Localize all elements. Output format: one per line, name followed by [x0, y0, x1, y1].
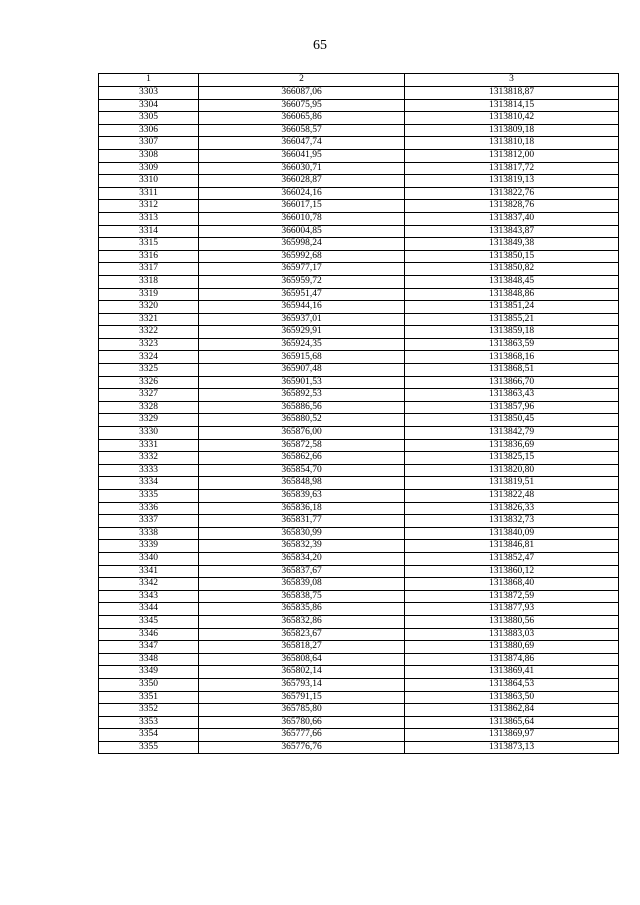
x-coordinate-cell: 365802,14 — [199, 666, 405, 679]
x-coordinate-cell: 365776,76 — [199, 741, 405, 754]
x-coordinate-cell: 365835,86 — [199, 603, 405, 616]
point-number-cell: 3326 — [99, 376, 199, 389]
y-coordinate-cell: 1313859,18 — [405, 326, 619, 339]
table-row — [99, 338, 619, 351]
table-row — [99, 615, 619, 628]
x-coordinate-cell: 365901,53 — [199, 376, 405, 389]
y-coordinate-cell: 1313860,12 — [405, 565, 619, 578]
point-number-cell: 3321 — [99, 313, 199, 326]
table-row — [99, 490, 619, 503]
table-row — [99, 540, 619, 553]
y-coordinate-cell: 1313819,13 — [405, 175, 619, 188]
x-coordinate-cell: 366010,78 — [199, 212, 405, 225]
x-coordinate-cell: 365992,68 — [199, 250, 405, 263]
x-coordinate-cell: 366004,85 — [199, 225, 405, 238]
table-row — [99, 326, 619, 339]
table-row — [99, 187, 619, 200]
point-number-cell: 3310 — [99, 175, 199, 188]
table-header — [99, 74, 619, 87]
table-body — [99, 87, 619, 754]
y-coordinate-cell: 1313850,82 — [405, 263, 619, 276]
table-row — [99, 149, 619, 162]
point-number-cell: 3342 — [99, 578, 199, 591]
x-coordinate-cell: 366028,87 — [199, 175, 405, 188]
table-row — [99, 452, 619, 465]
page-number: 65 — [313, 38, 327, 53]
y-coordinate-cell: 1313842,79 — [405, 427, 619, 440]
y-coordinate-cell: 1313883,03 — [405, 628, 619, 641]
table-row — [99, 716, 619, 729]
table-row — [99, 313, 619, 326]
y-coordinate-cell: 1313877,93 — [405, 603, 619, 616]
point-number-cell: 3334 — [99, 477, 199, 490]
table-row — [99, 99, 619, 112]
table-row — [99, 250, 619, 263]
table-row — [99, 477, 619, 490]
x-coordinate-cell: 365951,47 — [199, 288, 405, 301]
x-coordinate-cell: 365998,24 — [199, 238, 405, 251]
point-number-cell: 3351 — [99, 691, 199, 704]
point-number-cell: 3344 — [99, 603, 199, 616]
point-number-cell: 3347 — [99, 641, 199, 654]
y-coordinate-cell: 1313869,97 — [405, 729, 619, 742]
x-coordinate-cell: 365959,72 — [199, 275, 405, 288]
y-coordinate-cell: 1313852,47 — [405, 552, 619, 565]
x-coordinate-cell: 365977,17 — [199, 263, 405, 276]
y-coordinate-cell: 1313857,96 — [405, 401, 619, 414]
point-number-cell: 3340 — [99, 552, 199, 565]
y-coordinate-cell: 1313868,51 — [405, 364, 619, 377]
coordinates-table — [98, 73, 619, 754]
y-coordinate-cell: 1313820,80 — [405, 464, 619, 477]
point-number-cell: 3354 — [99, 729, 199, 742]
x-coordinate-cell: 366087,06 — [199, 87, 405, 100]
column-header-3: 3 — [405, 74, 619, 87]
y-coordinate-cell: 1313810,42 — [405, 112, 619, 125]
point-number-cell: 3329 — [99, 414, 199, 427]
point-number-cell: 3320 — [99, 301, 199, 314]
point-number-cell: 3324 — [99, 351, 199, 364]
point-number-cell: 3303 — [99, 87, 199, 100]
y-coordinate-cell: 1313809,18 — [405, 124, 619, 137]
point-number-cell: 3331 — [99, 439, 199, 452]
point-number-cell: 3345 — [99, 615, 199, 628]
x-coordinate-cell: 366017,15 — [199, 200, 405, 213]
x-coordinate-cell: 365791,15 — [199, 691, 405, 704]
point-number-cell: 3318 — [99, 275, 199, 288]
x-coordinate-cell: 365834,20 — [199, 552, 405, 565]
table-row — [99, 741, 619, 754]
y-coordinate-cell: 1313863,43 — [405, 389, 619, 402]
column-header-1: 1 — [99, 74, 199, 87]
y-coordinate-cell: 1313862,84 — [405, 704, 619, 717]
point-number-cell: 3337 — [99, 515, 199, 528]
x-coordinate-cell: 365830,99 — [199, 527, 405, 540]
x-coordinate-cell: 365831,77 — [199, 515, 405, 528]
x-coordinate-cell: 365839,63 — [199, 490, 405, 503]
point-number-cell: 3330 — [99, 427, 199, 440]
point-number-cell: 3328 — [99, 401, 199, 414]
point-number-cell: 3317 — [99, 263, 199, 276]
x-coordinate-cell: 365944,16 — [199, 301, 405, 314]
table-row — [99, 137, 619, 150]
x-coordinate-cell: 365793,14 — [199, 678, 405, 691]
x-coordinate-cell: 365862,66 — [199, 452, 405, 465]
x-coordinate-cell: 366041,95 — [199, 149, 405, 162]
table-row — [99, 364, 619, 377]
point-number-cell: 3315 — [99, 238, 199, 251]
x-coordinate-cell: 365854,70 — [199, 464, 405, 477]
x-coordinate-cell: 365818,27 — [199, 641, 405, 654]
table-row — [99, 401, 619, 414]
table-row — [99, 414, 619, 427]
y-coordinate-cell: 1313873,13 — [405, 741, 619, 754]
point-number-cell: 3323 — [99, 338, 199, 351]
point-number-cell: 3338 — [99, 527, 199, 540]
x-coordinate-cell: 365937,01 — [199, 313, 405, 326]
y-coordinate-cell: 1313866,70 — [405, 376, 619, 389]
table-row — [99, 565, 619, 578]
point-number-cell: 3305 — [99, 112, 199, 125]
y-coordinate-cell: 1313868,40 — [405, 578, 619, 591]
y-coordinate-cell: 1313812,00 — [405, 149, 619, 162]
y-coordinate-cell: 1313810,18 — [405, 137, 619, 150]
y-coordinate-cell: 1313817,72 — [405, 162, 619, 175]
y-coordinate-cell: 1313848,45 — [405, 275, 619, 288]
table-row — [99, 653, 619, 666]
y-coordinate-cell: 1313868,16 — [405, 351, 619, 364]
point-number-cell: 3335 — [99, 490, 199, 503]
table-row — [99, 175, 619, 188]
y-coordinate-cell: 1313880,69 — [405, 641, 619, 654]
y-coordinate-cell: 1313822,48 — [405, 490, 619, 503]
y-coordinate-cell: 1313836,69 — [405, 439, 619, 452]
table-row — [99, 124, 619, 137]
point-number-cell: 3322 — [99, 326, 199, 339]
table-row — [99, 527, 619, 540]
x-coordinate-cell: 365929,91 — [199, 326, 405, 339]
y-coordinate-cell: 1313826,33 — [405, 502, 619, 515]
table-row — [99, 162, 619, 175]
y-coordinate-cell: 1313818,87 — [405, 87, 619, 100]
y-coordinate-cell: 1313874,86 — [405, 653, 619, 666]
x-coordinate-cell: 365837,67 — [199, 565, 405, 578]
point-number-cell: 3308 — [99, 149, 199, 162]
x-coordinate-cell: 365892,53 — [199, 389, 405, 402]
table-row — [99, 225, 619, 238]
table-row — [99, 112, 619, 125]
y-coordinate-cell: 1313850,15 — [405, 250, 619, 263]
y-coordinate-cell: 1313828,76 — [405, 200, 619, 213]
table-row — [99, 389, 619, 402]
point-number-cell: 3339 — [99, 540, 199, 553]
y-coordinate-cell: 1313814,15 — [405, 99, 619, 112]
table-row — [99, 87, 619, 100]
point-number-cell: 3307 — [99, 137, 199, 150]
y-coordinate-cell: 1313825,15 — [405, 452, 619, 465]
x-coordinate-cell: 365915,68 — [199, 351, 405, 364]
point-number-cell: 3311 — [99, 187, 199, 200]
y-coordinate-cell: 1313840,09 — [405, 527, 619, 540]
column-header-2: 2 — [199, 74, 405, 87]
y-coordinate-cell: 1313864,53 — [405, 678, 619, 691]
table-row — [99, 427, 619, 440]
table-row — [99, 678, 619, 691]
point-number-cell: 3319 — [99, 288, 199, 301]
y-coordinate-cell: 1313851,24 — [405, 301, 619, 314]
x-coordinate-cell: 365836,18 — [199, 502, 405, 515]
coordinates-table-container — [98, 73, 618, 754]
y-coordinate-cell: 1313832,73 — [405, 515, 619, 528]
point-number-cell: 3309 — [99, 162, 199, 175]
table-row — [99, 729, 619, 742]
table-row — [99, 552, 619, 565]
x-coordinate-cell: 365777,66 — [199, 729, 405, 742]
point-number-cell: 3316 — [99, 250, 199, 263]
x-coordinate-cell: 365876,00 — [199, 427, 405, 440]
x-coordinate-cell: 365880,52 — [199, 414, 405, 427]
table-row — [99, 351, 619, 364]
x-coordinate-cell: 366075,95 — [199, 99, 405, 112]
y-coordinate-cell: 1313819,51 — [405, 477, 619, 490]
x-coordinate-cell: 365832,39 — [199, 540, 405, 553]
y-coordinate-cell: 1313865,64 — [405, 716, 619, 729]
point-number-cell: 3306 — [99, 124, 199, 137]
x-coordinate-cell: 365886,56 — [199, 401, 405, 414]
table-row — [99, 238, 619, 251]
y-coordinate-cell: 1313848,86 — [405, 288, 619, 301]
point-number-cell: 3313 — [99, 212, 199, 225]
point-number-cell: 3353 — [99, 716, 199, 729]
point-number-cell: 3312 — [99, 200, 199, 213]
point-number-cell: 3343 — [99, 590, 199, 603]
y-coordinate-cell: 1313869,41 — [405, 666, 619, 679]
point-number-cell: 3327 — [99, 389, 199, 402]
table-row — [99, 200, 619, 213]
table-row — [99, 439, 619, 452]
x-coordinate-cell: 365907,48 — [199, 364, 405, 377]
point-number-cell: 3352 — [99, 704, 199, 717]
point-number-cell: 3333 — [99, 464, 199, 477]
y-coordinate-cell: 1313855,21 — [405, 313, 619, 326]
table-row — [99, 212, 619, 225]
table-row — [99, 704, 619, 717]
x-coordinate-cell: 365872,58 — [199, 439, 405, 452]
table-row — [99, 641, 619, 654]
y-coordinate-cell: 1313822,76 — [405, 187, 619, 200]
point-number-cell: 3346 — [99, 628, 199, 641]
x-coordinate-cell: 365848,98 — [199, 477, 405, 490]
x-coordinate-cell: 365839,08 — [199, 578, 405, 591]
x-coordinate-cell: 365832,86 — [199, 615, 405, 628]
y-coordinate-cell: 1313880,56 — [405, 615, 619, 628]
x-coordinate-cell: 365924,35 — [199, 338, 405, 351]
point-number-cell: 3349 — [99, 666, 199, 679]
header-row — [99, 74, 619, 87]
table-row — [99, 578, 619, 591]
y-coordinate-cell: 1313849,38 — [405, 238, 619, 251]
table-row — [99, 515, 619, 528]
table-row — [99, 301, 619, 314]
x-coordinate-cell: 365838,75 — [199, 590, 405, 603]
point-number-cell: 3304 — [99, 99, 199, 112]
table-row — [99, 502, 619, 515]
point-number-cell: 3332 — [99, 452, 199, 465]
table-row — [99, 464, 619, 477]
table-row — [99, 666, 619, 679]
point-number-cell: 3348 — [99, 653, 199, 666]
y-coordinate-cell: 1313872,59 — [405, 590, 619, 603]
point-number-cell: 3350 — [99, 678, 199, 691]
x-coordinate-cell: 365785,80 — [199, 704, 405, 717]
point-number-cell: 3355 — [99, 741, 199, 754]
y-coordinate-cell: 1313863,59 — [405, 338, 619, 351]
x-coordinate-cell: 366030,71 — [199, 162, 405, 175]
table-row — [99, 691, 619, 704]
y-coordinate-cell: 1313837,40 — [405, 212, 619, 225]
table-row — [99, 275, 619, 288]
y-coordinate-cell: 1313863,50 — [405, 691, 619, 704]
table-row — [99, 263, 619, 276]
x-coordinate-cell: 365780,66 — [199, 716, 405, 729]
point-number-cell: 3314 — [99, 225, 199, 238]
y-coordinate-cell: 1313850,45 — [405, 414, 619, 427]
table-row — [99, 288, 619, 301]
table-row — [99, 376, 619, 389]
y-coordinate-cell: 1313846,81 — [405, 540, 619, 553]
table-row — [99, 628, 619, 641]
x-coordinate-cell: 366058,57 — [199, 124, 405, 137]
point-number-cell: 3341 — [99, 565, 199, 578]
x-coordinate-cell: 366065,86 — [199, 112, 405, 125]
y-coordinate-cell: 1313843,87 — [405, 225, 619, 238]
x-coordinate-cell: 366024,16 — [199, 187, 405, 200]
table-row — [99, 603, 619, 616]
table-row — [99, 590, 619, 603]
point-number-cell: 3325 — [99, 364, 199, 377]
x-coordinate-cell: 366047,74 — [199, 137, 405, 150]
x-coordinate-cell: 365823,67 — [199, 628, 405, 641]
point-number-cell: 3336 — [99, 502, 199, 515]
x-coordinate-cell: 365808,64 — [199, 653, 405, 666]
